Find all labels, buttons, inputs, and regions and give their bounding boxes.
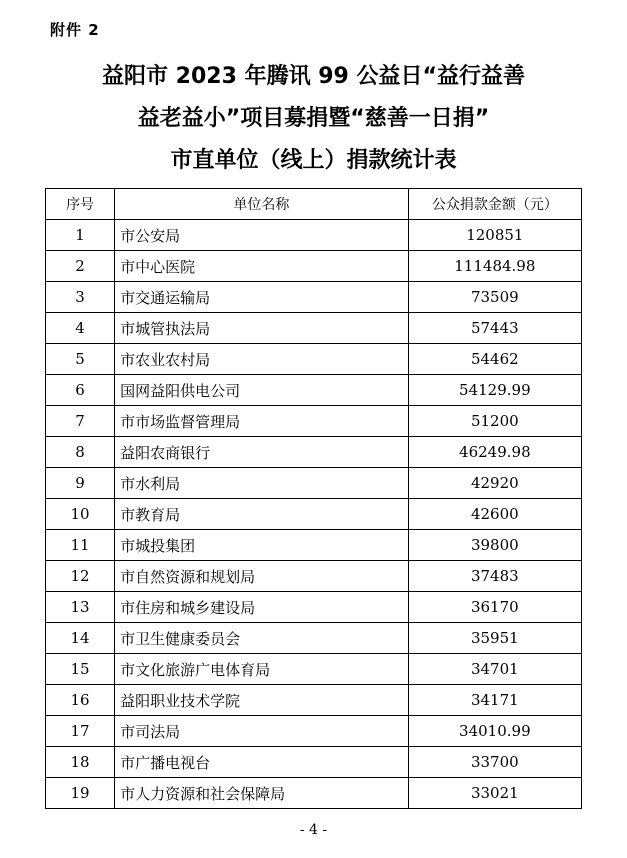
table-header-row [46,189,582,220]
row-unit-name: 市住房和城乡建设局 [115,592,409,623]
row-serial: 13 [46,592,115,623]
row-amount: 57443 [408,313,581,344]
row-amount: 120851 [408,220,581,251]
header-amount: 公众捐款金额（元） [408,189,581,220]
row-serial: 3 [46,282,115,313]
row-amount: 34010.99 [408,716,581,747]
row-serial: 1 [46,220,115,251]
row-serial: 11 [46,530,115,561]
table-row [46,468,582,499]
header-serial: 序号 [46,189,115,220]
row-amount: 42600 [408,499,581,530]
row-unit-name: 国网益阳供电公司 [115,375,409,406]
row-serial: 15 [46,654,115,685]
row-serial: 7 [46,406,115,437]
row-serial: 4 [46,313,115,344]
row-amount: 46249.98 [408,437,581,468]
table-row [46,313,582,344]
row-serial: 6 [46,375,115,406]
row-amount: 34701 [408,654,581,685]
title-line-2: 益老益小”项目募捐暨“慈善一日捐” [137,106,490,131]
row-unit-name: 市公安局 [115,220,409,251]
row-serial: 2 [46,251,115,282]
table-row [46,716,582,747]
table-row [46,592,582,623]
row-amount: 111484.98 [408,251,581,282]
row-amount: 33021 [408,778,581,809]
row-unit-name: 市教育局 [115,499,409,530]
row-amount: 35951 [408,623,581,654]
row-serial: 10 [46,499,115,530]
row-amount: 37483 [408,561,581,592]
row-unit-name: 市文化旅游广电体育局 [115,654,409,685]
row-unit-name: 市卫生健康委员会 [115,623,409,654]
table-row [46,561,582,592]
row-serial: 8 [46,437,115,468]
table-row [46,530,582,561]
table-row [46,778,582,809]
table-row [46,437,582,468]
row-amount: 39800 [408,530,581,561]
row-amount: 42920 [408,468,581,499]
row-serial: 12 [46,561,115,592]
table-row [46,220,582,251]
row-unit-name: 市市场监督管理局 [115,406,409,437]
row-unit-name: 市广播电视台 [115,747,409,778]
page-number: - 4 - [299,822,328,838]
donation-table [45,188,582,809]
row-amount: 54129.99 [408,375,581,406]
document-title [0,56,627,182]
table-row [46,282,582,313]
row-serial: 18 [46,747,115,778]
row-unit-name: 市人力资源和社会保障局 [115,778,409,809]
table-row [46,654,582,685]
table-row [46,251,582,282]
header-unit-name: 单位名称 [115,189,409,220]
table-row [46,375,582,406]
row-amount: 34171 [408,685,581,716]
row-serial: 19 [46,778,115,809]
row-serial: 5 [46,344,115,375]
table-row [46,623,582,654]
row-unit-name: 市交通运输局 [115,282,409,313]
row-unit-name: 益阳农商银行 [115,437,409,468]
row-unit-name: 市城投集团 [115,530,409,561]
row-unit-name: 市自然资源和规划局 [115,561,409,592]
row-amount: 33700 [408,747,581,778]
table-row [46,406,582,437]
row-amount: 54462 [408,344,581,375]
table-row [46,685,582,716]
row-unit-name: 市司法局 [115,716,409,747]
title-line-1: 益阳市 2023 年腾讯 99 公益日“益行益善 [102,64,525,89]
row-amount: 36170 [408,592,581,623]
row-serial: 9 [46,468,115,499]
row-serial: 16 [46,685,115,716]
title-line-3: 市直单位（线上）捐款统计表 [170,148,457,173]
table-row [46,499,582,530]
table-row [46,344,582,375]
table-row [46,747,582,778]
row-serial: 17 [46,716,115,747]
row-unit-name: 市农业农村局 [115,344,409,375]
row-amount: 73509 [408,282,581,313]
row-unit-name: 市中心医院 [115,251,409,282]
row-unit-name: 市城管执法局 [115,313,409,344]
row-serial: 14 [46,623,115,654]
row-unit-name: 市水利局 [115,468,409,499]
table-body [46,220,582,809]
row-amount: 51200 [408,406,581,437]
attachment-label: 附件 2 [50,21,100,39]
row-unit-name: 益阳职业技术学院 [115,685,409,716]
